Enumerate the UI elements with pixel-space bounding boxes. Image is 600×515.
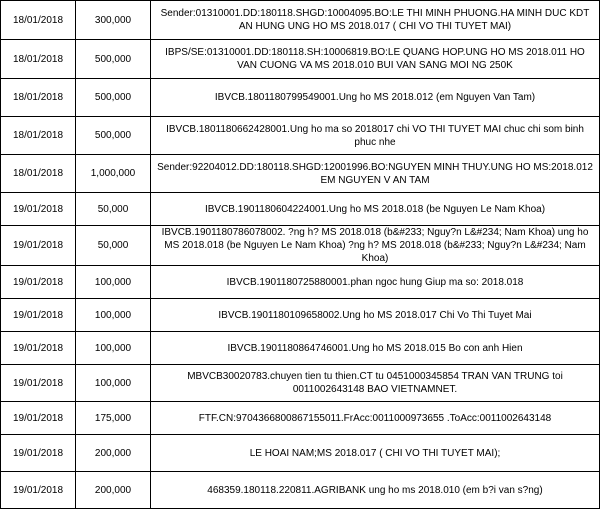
description-cell: MBVCB30020783.chuyen tien tu thien.CT tu 0451000345854 TRAN VAN TRUNG toi 0011002643148 BAO VIETNAMNET.: [151, 365, 600, 402]
table-row: [1, 332, 600, 365]
amount-cell: 500,000: [76, 117, 151, 155]
table-row: [1, 40, 600, 79]
date-cell: 19/01/2018: [1, 193, 76, 226]
table-row: [1, 435, 600, 472]
amount-cell: 500,000: [76, 40, 151, 79]
date-cell: 18/01/2018: [1, 155, 76, 193]
amount-cell: 200,000: [76, 435, 151, 472]
description-cell: FTF.CN:9704366800867155011.FrAcc:0011000973655 .ToAcc:0011002643148: [151, 402, 600, 435]
description-cell: LE HOAI NAM;MS 2018.017 ( CHI VO THI TUYET MAI);: [151, 435, 600, 472]
amount-cell: 100,000: [76, 365, 151, 402]
table-row: [1, 193, 600, 226]
table-row: [1, 402, 600, 435]
date-cell: 19/01/2018: [1, 299, 76, 332]
description-cell: IBVCB.1901180604224001.Ung ho MS 2018.018 (be Nguyen Le Nam Khoa): [151, 193, 600, 226]
date-cell: 18/01/2018: [1, 79, 76, 117]
amount-cell: 50,000: [76, 226, 151, 266]
date-cell: 19/01/2018: [1, 402, 76, 435]
amount-cell: 175,000: [76, 402, 151, 435]
description-cell: Sender:01310001.DD:180118.SHGD:10004095.BO:LE THI MINH PHUONG.HA MINH DUC KDT AN HUNG UNG HO MS 2018.017 ( CHI VO THI TUYET MAI): [151, 1, 600, 40]
date-cell: 19/01/2018: [1, 365, 76, 402]
table-row: [1, 155, 600, 193]
table-row: [1, 79, 600, 117]
description-cell: IBVCB.1901180864746001.Ung ho MS 2018.015 Bo con anh Hien: [151, 332, 600, 365]
description-cell: IBVCB.1901180109658002.Ung ho MS 2018.017 Chi Vo Thi Tuyet Mai: [151, 299, 600, 332]
amount-cell: 50,000: [76, 193, 151, 226]
description-cell: Sender:92204012.DD:180118.SHGD:12001996.BO:NGUYEN MINH THUY.UNG HO MS:2018.012 EM NGUYEN V AN TAM: [151, 155, 600, 193]
date-cell: 19/01/2018: [1, 266, 76, 299]
date-cell: 18/01/2018: [1, 1, 76, 40]
description-cell: IBVCB.1901180725880001.phan ngoc hung Giup ma so: 2018.018: [151, 266, 600, 299]
table-row: [1, 117, 600, 155]
table-row: [1, 226, 600, 266]
description-cell: 468359.180118.220811.AGRIBANK ung ho ms 2018.010 (em b?i van s?ng): [151, 472, 600, 509]
amount-cell: 200,000: [76, 472, 151, 509]
description-cell: IBPS/SE:01310001.DD:180118.SH:10006819.BO:LE QUANG HOP.UNG HO MS 2018.011 HO VAN CUONG VA MS 2018.010 BUI VAN SANG MOI NG 250K: [151, 40, 600, 79]
amount-cell: 100,000: [76, 266, 151, 299]
amount-cell: 300,000: [76, 1, 151, 40]
table-row: [1, 472, 600, 509]
description-cell: IBVCB.1901180786078002. ?ng h? MS 2018.018 (b&#233; Nguy?n L&#234; Nam Khoa) ung ho MS 2018.018 (be Nguyen Le Nam Khoa) ?ng h? MS 2018.018 (b&#233; Nguy?n L&#234; Nam Khoa): [151, 226, 600, 266]
table-row: [1, 365, 600, 402]
date-cell: 19/01/2018: [1, 332, 76, 365]
table-row: [1, 299, 600, 332]
amount-cell: 100,000: [76, 299, 151, 332]
date-cell: 19/01/2018: [1, 435, 76, 472]
description-cell: IBVCB.1801180662428001.Ung ho ma so 2018017 chi VO THI TUYET MAI chuc chi som binh phuc nhe: [151, 117, 600, 155]
table-row: [1, 1, 600, 40]
date-cell: 18/01/2018: [1, 40, 76, 79]
amount-cell: 500,000: [76, 79, 151, 117]
date-cell: 18/01/2018: [1, 117, 76, 155]
table-row: [1, 266, 600, 299]
description-cell: IBVCB.1801180799549001.Ung ho MS 2018.012 (em Nguyen Van Tam): [151, 79, 600, 117]
amount-cell: 100,000: [76, 332, 151, 365]
amount-cell: 1,000,000: [76, 155, 151, 193]
date-cell: 19/01/2018: [1, 472, 76, 509]
date-cell: 19/01/2018: [1, 226, 76, 266]
